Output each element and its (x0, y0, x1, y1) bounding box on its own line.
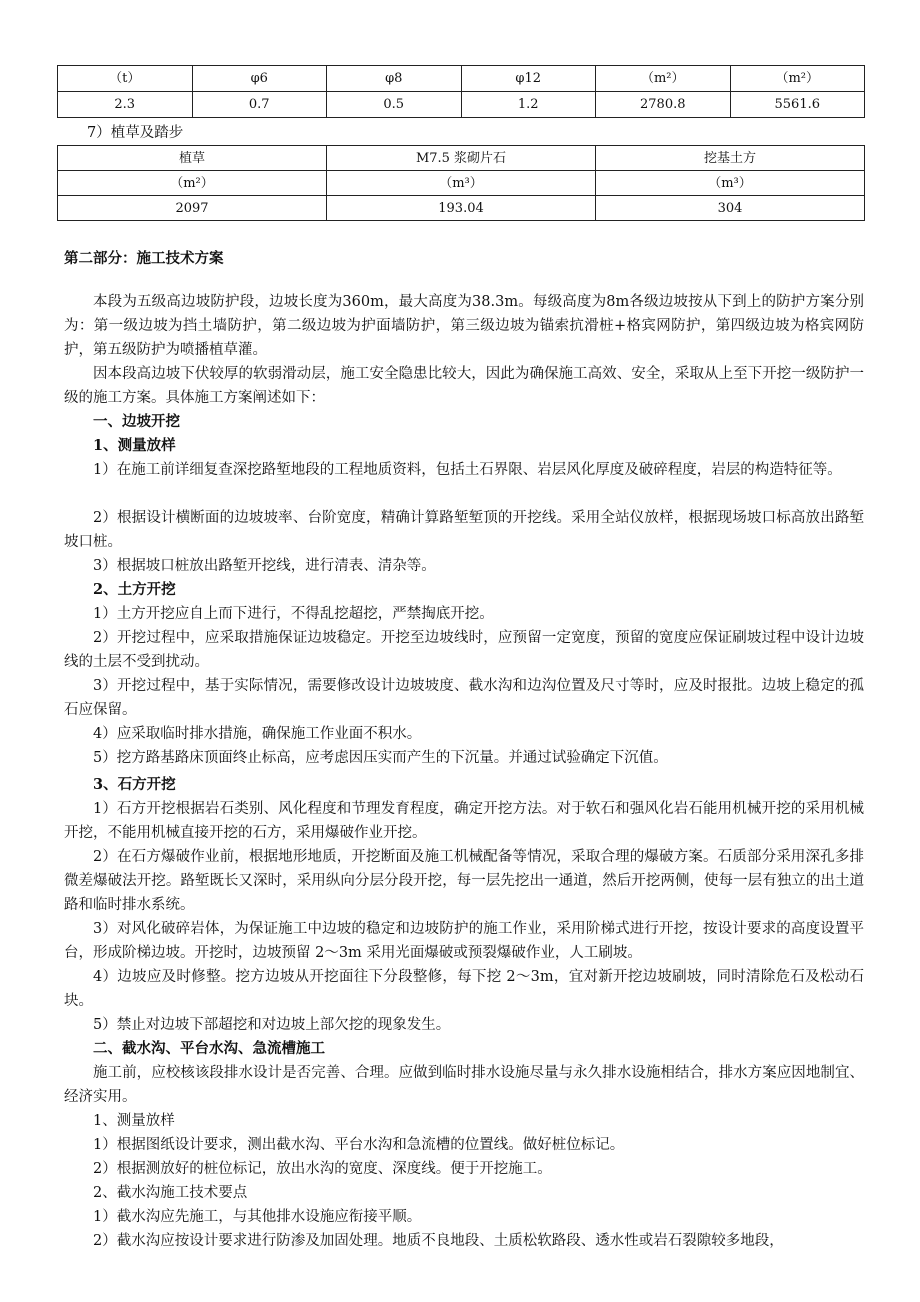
list-item: 1）在施工前详细复查深挖路堑地段的工程地质资料，包括土石界限、岩层风化厚度及破碎程度，岩层的构造特征等。 (93, 462, 842, 478)
table-header-row (58, 146, 865, 171)
list-item: 3）开挖过程中，基于实际情况，需要修改设计边坡坡度、截水沟和边沟位置及尺寸等时，应及时报批。边坡上稳定的孤石应保留。 (64, 678, 864, 718)
table-cell: 0.5 (327, 92, 462, 118)
list-item: 2）开挖过程中，应采取措施保证边坡稳定。开挖至边坡线时，应预留一定宽度，预留的宽度应保证刷坡过程中设计边坡线的土层不受到扰动。 (64, 630, 864, 670)
table-cell: （m²） (58, 171, 327, 196)
table-header-cell: 植草 (58, 146, 327, 171)
subsection-heading: 1、测量放样 (93, 437, 176, 454)
list-item: 2）根据设计横断面的边坡坡率、台阶宽度，精确计算路堑堑顶的开挖线。采用全站仪放样，根据现场坡口标高放出路堑坡口桩。 (64, 510, 864, 550)
table-cell: φ6 (192, 66, 327, 92)
table-cell: 0.7 (192, 92, 327, 118)
list-item: 2）截水沟应按设计要求进行防渗及加固处理。地质不良地段、土质松软路段、透水性或岩石裂隙较多地段， (93, 1233, 784, 1249)
intro-paragraph: 因本段高边坡下伏较厚的软弱滑动层，施工安全隐患比较大，因此为确保施工高效、安全，采取从上至下开挖一级防护一级的施工方案。具体施工方案阐述如下： (64, 366, 864, 406)
list-item: 1）石方开挖根据岩石类别、风化程度和节理发育程度，确定开挖方法。对于软石和强风化岩石能用机械开挖的采用机械开挖，不能用机械直接开挖的石方，采用爆破作业开挖。 (64, 801, 864, 841)
table-cell: （m²） (730, 66, 865, 92)
table-row (58, 171, 865, 196)
table-cell: （t） (58, 66, 193, 92)
subsection-heading: 1、测量放样 (93, 1113, 175, 1129)
list-item: 2）在石方爆破作业前，根据地形地质，开挖断面及施工机械配备等情况，采取合理的爆破方案。石质部分采用深孔多排微差爆破法开挖。路堑既长又深时，采用纵向分层分段开挖，每一层先挖出一通道，然后开挖两侧，使每一层有独立的出土道路和临时排水系统。 (64, 849, 864, 913)
list-item: 1）截水沟应先施工，与其他排水设施应衔接平顺。 (93, 1209, 422, 1225)
intro-paragraph: 本段为五级高边坡防护段，边坡长度为360m，最大高度为38.3m。每级高度为8m各级边坡按从下到上的防护方案分别为：第一级边坡为挡土墙防护，第二级边坡为护面墙防护，第三级边坡为锚索抗滑桩+格宾网防护，第四级边坡为格宾网防护，第五级防护为喷播植草灌。 (64, 294, 864, 358)
table-row (58, 66, 865, 92)
table-cell: 2.3 (58, 92, 193, 118)
subsection-heading: 2、截水沟施工技术要点 (93, 1185, 248, 1201)
rebar-quantity-table (57, 65, 865, 118)
table-cell: （m²） (596, 66, 731, 92)
table-cell: 304 (596, 196, 865, 221)
list-item: 1）土方开挖应自上而下进行，不得乱挖超挖，严禁掏底开挖。 (93, 606, 494, 622)
list-item: 3）根据坡口桩放出路堑开挖线，进行清表、清杂等。 (93, 558, 436, 574)
list-item: 4）边坡应及时修整。挖方边坡从开挖面往下分段整修，每下挖 2～3m，宜对新开挖边坡刷坡，同时清除危石及松动石块。 (64, 969, 864, 1009)
list-item: 5）挖方路基路床顶面终止标高，应考虑因压实而产生的下沉量。并通过试验确定下沉值。 (93, 750, 668, 766)
subsection-heading: 3、石方开挖 (93, 776, 176, 793)
part-title: 第二部分：施工技术方案 (64, 250, 224, 267)
subsection-heading: 2、土方开挖 (93, 581, 176, 598)
list-item: 4）应采取临时排水措施，确保施工作业面不积水。 (93, 726, 422, 742)
table-cell: 2780.8 (596, 92, 731, 118)
list-item: 1）根据图纸设计要求，测出截水沟、平台水沟和急流槽的位置线。做好桩位标记。 (93, 1137, 625, 1153)
table-row (58, 196, 865, 221)
table-cell: （m³） (327, 171, 596, 196)
paragraph: 施工前，应校核该段排水设计是否完善、合理。应做到临时排水设施尽量与永久排水设施相结合，排水方案应因地制宜、经济实用。 (64, 1065, 864, 1105)
section-heading: 一、边坡开挖 (93, 413, 180, 430)
table-row (58, 92, 865, 118)
section-heading: 二、截水沟、平台水沟、急流槽施工 (93, 1040, 325, 1057)
table-cell: 193.04 (327, 196, 596, 221)
table-caption: 7）植草及踏步 (87, 125, 184, 141)
list-item: 2）根据测放好的桩位标记，放出水沟的宽度、深度线。便于开挖施工。 (93, 1161, 552, 1177)
list-item: 3）对风化破碎岩体，为保证施工中边坡的稳定和边坡防护的施工作业，采用阶梯式进行开挖，按设计要求的高度设置平台，形成阶梯边坡。开挖时，边坡预留 2～3m 采用光面爆破或预裂爆破作业，人工刷坡。 (64, 921, 864, 961)
table-cell: 2097 (58, 196, 327, 221)
table-cell: φ8 (327, 66, 462, 92)
table-header-cell: 挖基土方 (596, 146, 865, 171)
table-header-cell: M7.5 浆砌片石 (327, 146, 596, 171)
list-item: 5）禁止对边坡下部超挖和对边坡上部欠挖的现象发生。 (93, 1017, 451, 1033)
table-cell: 1.2 (461, 92, 596, 118)
table-cell: 5561.6 (730, 92, 865, 118)
table-cell: φ12 (461, 66, 596, 92)
table-cell: （m³） (596, 171, 865, 196)
planting-steps-table (57, 145, 865, 221)
